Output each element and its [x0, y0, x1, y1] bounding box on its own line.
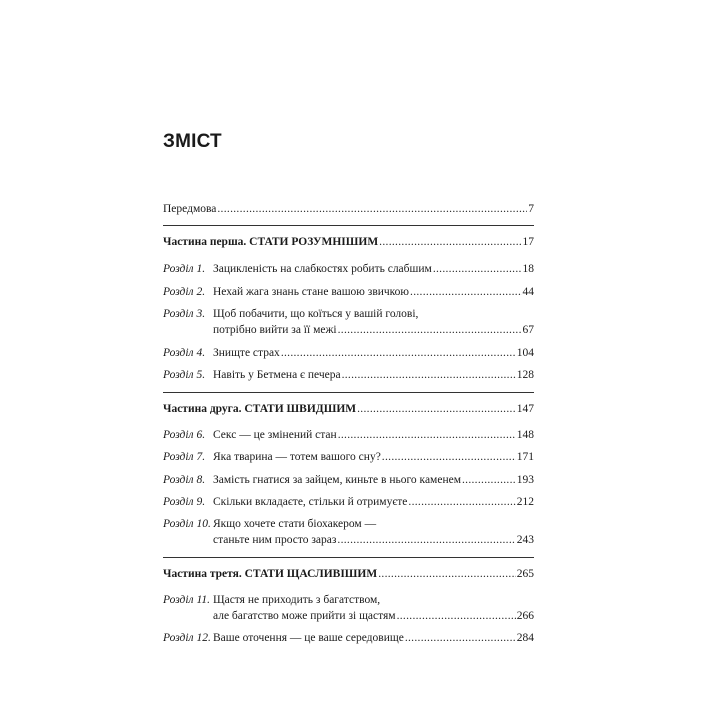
- toc-chapter-3[interactable]: [163, 306, 534, 322]
- chapter-title: Ваше оточення — це ваше середовище: [213, 632, 404, 644]
- toc-chapter-10-continued[interactable]: [163, 532, 534, 548]
- part-title: Частина друга. СТАТИ ШВИДШИМ: [163, 403, 357, 415]
- chapter-title-continued: потрібно вийти за її межі: [213, 324, 337, 336]
- toc-part-3[interactable]: [163, 566, 534, 582]
- page-number: 147: [516, 403, 534, 415]
- toc-chapter-7[interactable]: [163, 449, 534, 465]
- chapter-label: Розділ 8.: [163, 474, 206, 486]
- chapter-title-continued: станьте ним просто зараз: [213, 534, 337, 546]
- page-number: 44: [522, 286, 534, 298]
- chapter-label: Розділ 4.: [163, 347, 206, 359]
- chapter-label: Розділ 12.: [163, 632, 211, 644]
- toc-chapter-1[interactable]: [163, 261, 534, 277]
- chapter-title-continued: але багатство може прийти зі щастям: [213, 610, 396, 622]
- chapter-title: Знищте страх: [213, 347, 280, 359]
- dot-leader: [338, 322, 522, 338]
- chapter-title: Замість гнатися за зайцем, киньте в нього каменем: [213, 474, 461, 486]
- toc-entry-foreword[interactable]: [163, 201, 534, 217]
- toc-chapter-11-continued[interactable]: [163, 608, 534, 624]
- chapter-label: Розділ 10.: [163, 518, 211, 530]
- chapter-title: Зацикленість на слабкостях робить слабшим: [213, 263, 432, 275]
- dot-leader: [338, 427, 516, 443]
- dot-leader: [342, 367, 516, 383]
- page-number: 193: [516, 474, 534, 486]
- toc-chapter-9[interactable]: [163, 494, 534, 510]
- dot-leader: [281, 345, 516, 361]
- chapter-label: Розділ 11.: [163, 594, 210, 606]
- toc-chapter-11[interactable]: [163, 592, 534, 608]
- dot-leader: [379, 234, 521, 250]
- chapter-label: Розділ 5.: [163, 369, 206, 381]
- toc-chapter-2[interactable]: [163, 284, 534, 300]
- page-number: 148: [516, 429, 534, 441]
- dot-leader: [462, 472, 516, 488]
- dot-leader: [382, 449, 516, 465]
- toc-chapter-4[interactable]: [163, 345, 534, 361]
- divider: [163, 557, 534, 558]
- page-number: 104: [516, 347, 534, 359]
- toc-part-1[interactable]: [163, 234, 534, 250]
- chapter-title: Щастя не приходить з багатством,: [213, 594, 381, 606]
- chapter-title: Секс — це змінений стан: [213, 429, 337, 441]
- page-number: 265: [516, 568, 534, 580]
- toc-chapter-10[interactable]: [163, 516, 534, 532]
- part-title: Частина третя. СТАТИ ЩАСЛИВІШИМ: [163, 568, 378, 580]
- toc-chapter-5[interactable]: [163, 367, 534, 383]
- divider: [163, 392, 534, 393]
- dot-leader: [217, 201, 527, 217]
- chapter-title: Навіть у Бетмена є печера: [213, 369, 341, 381]
- dot-leader: [357, 401, 516, 417]
- toc-chapter-8[interactable]: [163, 472, 534, 488]
- page-number: 171: [516, 451, 534, 463]
- dot-leader: [410, 284, 521, 300]
- chapter-title: Скільки вкладаєте, стільки й отримуєте: [213, 496, 408, 508]
- page-title: ЗМІСТ: [163, 131, 222, 152]
- page-number: 212: [516, 496, 534, 508]
- page-number: 7: [528, 203, 534, 215]
- page-number: 266: [516, 610, 534, 622]
- dot-leader: [397, 608, 516, 624]
- toc-chapter-3-continued[interactable]: [163, 322, 534, 338]
- chapter-title: Щоб побачити, що коїться у вашій голові,: [213, 308, 419, 320]
- page-number: 67: [522, 324, 534, 336]
- toc-part-2[interactable]: [163, 401, 534, 417]
- page-number: 128: [516, 369, 534, 381]
- entry-title: Передмова: [163, 203, 217, 215]
- page-number: 243: [516, 534, 534, 546]
- chapter-title: Яка тварина — тотем вашого сну?: [213, 451, 381, 463]
- part-title: Частина перша. СТАТИ РОЗУМНІШИМ: [163, 236, 379, 248]
- divider: [163, 225, 534, 226]
- dot-leader: [378, 566, 516, 582]
- chapter-label: Розділ 7.: [163, 451, 206, 463]
- toc-chapter-6[interactable]: [163, 427, 534, 443]
- page-number: 284: [516, 632, 534, 644]
- toc-chapter-12[interactable]: [163, 630, 534, 646]
- page-number: 17: [522, 236, 534, 248]
- dot-leader: [433, 261, 522, 277]
- chapter-label: Розділ 3.: [163, 308, 206, 320]
- chapter-label: Розділ 2.: [163, 286, 206, 298]
- chapter-label: Розділ 6.: [163, 429, 206, 441]
- dot-leader: [337, 532, 515, 548]
- dot-leader: [408, 494, 515, 510]
- chapter-title: Нехай жага знань стане вашою звичкою: [213, 286, 410, 298]
- page-number: 18: [522, 263, 534, 275]
- chapter-title: Якщо хочете стати біохакером —: [213, 518, 377, 530]
- chapter-label: Розділ 9.: [163, 496, 206, 508]
- dot-leader: [405, 630, 516, 646]
- chapter-label: Розділ 1.: [163, 263, 206, 275]
